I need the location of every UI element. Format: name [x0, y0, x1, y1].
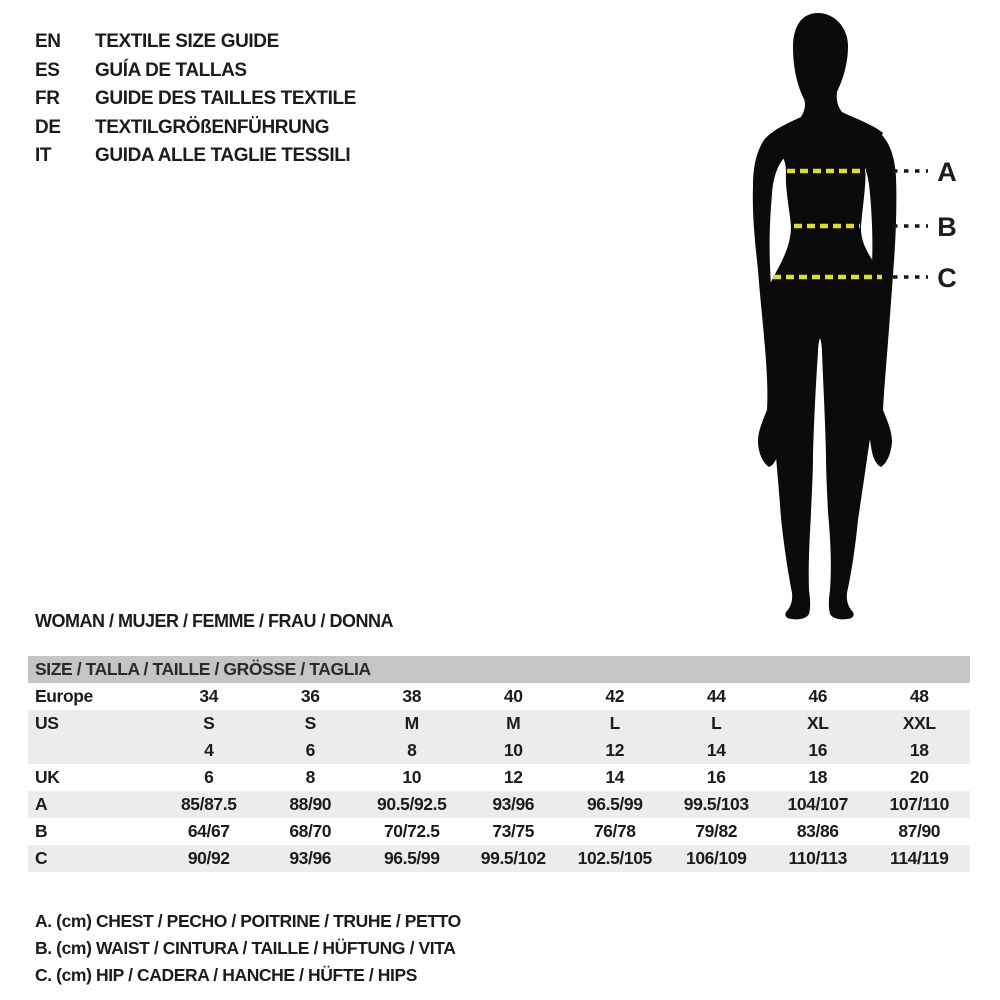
size-cell: 36	[300, 686, 320, 706]
legend-chest: A. (cm) CHEST / PECHO / POITRINE / TRUHE / PETTO	[35, 911, 461, 931]
language-title: TEXTILE SIZE GUIDE	[95, 31, 279, 53]
size-cell: 64/67	[187, 821, 230, 841]
size-cell: 46	[808, 686, 828, 706]
size-cell: 90.5/92.5	[377, 794, 447, 814]
woman-silhouette-figure	[730, 0, 1000, 640]
row-label: A	[35, 794, 48, 814]
size-cell: 18	[808, 767, 828, 787]
size-table-row	[28, 683, 970, 710]
size-cell: 107/110	[889, 794, 949, 814]
size-cell: 12	[605, 740, 625, 760]
marker-label-b: B	[937, 212, 957, 242]
size-cell: 99.5/102	[480, 848, 546, 868]
size-cell: XXL	[902, 713, 936, 733]
size-cell: 87/90	[898, 821, 941, 841]
language-title: TEXTILGRÖßENFÜHRUNG	[95, 116, 330, 138]
language-title: GUIDA ALLE TAGLIE TESSILI	[95, 145, 351, 167]
size-cell: 76/78	[593, 821, 636, 841]
size-table-header-row	[28, 656, 970, 683]
size-cell: 99.5/103	[683, 794, 749, 814]
row-label	[28, 737, 158, 764]
legend-hip: C. (cm) HIP / CADERA / HANCHE / HÜFTE / HIPS	[35, 965, 418, 985]
size-cell: 88/90	[289, 794, 332, 814]
size-cell: 14	[706, 740, 726, 760]
size-cell: S	[203, 713, 215, 733]
size-cell: 102.5/105	[577, 848, 652, 868]
size-cell: L	[609, 713, 620, 733]
legend-waist: B. (cm) WAIST / CINTURA / TAILLE / HÜFTUNG / VITA	[35, 938, 456, 958]
language-row	[35, 85, 356, 114]
size-cell: 42	[605, 686, 625, 706]
row-label: Europe	[35, 686, 93, 706]
size-table-row	[28, 845, 970, 872]
size-cell: 106/109	[686, 848, 747, 868]
size-table-row	[28, 764, 970, 791]
row-label: B	[35, 821, 48, 841]
language-title: GUÍA DE TALLAS	[95, 59, 247, 81]
silhouette-body	[768, 13, 888, 619]
size-cell: 114/119	[889, 848, 949, 868]
size-cell: 20	[909, 767, 929, 787]
marker-label-a: A	[937, 157, 957, 187]
size-cell: 70/72.5	[383, 821, 440, 841]
marker-label-c: C	[937, 263, 957, 293]
language-code: FR	[35, 88, 60, 110]
size-table	[28, 656, 970, 872]
size-cell: 6	[204, 767, 214, 787]
row-label: UK	[35, 767, 60, 787]
size-cell: 44	[706, 686, 726, 706]
size-cell: 14	[605, 767, 625, 787]
size-cell: M	[404, 713, 419, 733]
measurement-legend	[35, 908, 461, 989]
silhouette-svg	[730, 0, 1000, 640]
size-cell: 12	[503, 767, 523, 787]
language-code: ES	[35, 59, 60, 81]
size-table-row	[28, 737, 970, 764]
language-row	[35, 28, 356, 57]
size-cell: L	[711, 713, 722, 733]
size-table-header: SIZE / TALLA / TAILLE / GRÖSSE / TAGLIA	[28, 656, 970, 683]
size-cell: 48	[909, 686, 929, 706]
size-cell: 96.5/99	[383, 848, 440, 868]
size-cell: 104/107	[787, 794, 848, 814]
size-cell: 93/96	[289, 848, 332, 868]
size-cell: XL	[806, 713, 829, 733]
language-title: GUIDE DES TAILLES TEXTILE	[95, 88, 356, 110]
language-code: DE	[35, 116, 61, 138]
size-cell: 93/96	[492, 794, 535, 814]
size-cell: 40	[503, 686, 523, 706]
size-cell: M	[506, 713, 521, 733]
size-cell: 8	[407, 740, 417, 760]
size-cell: 4	[204, 740, 214, 760]
size-cell: 90/92	[187, 848, 230, 868]
size-table-body	[28, 683, 970, 872]
size-cell: 18	[909, 740, 929, 760]
language-title-list	[35, 28, 356, 171]
language-code: IT	[35, 145, 52, 167]
size-cell: 10	[402, 767, 422, 787]
size-cell: 6	[305, 740, 315, 760]
size-cell: 38	[402, 686, 422, 706]
language-code: EN	[35, 31, 61, 53]
size-cell: 34	[199, 686, 219, 706]
size-cell: 10	[503, 740, 523, 760]
language-row	[35, 142, 356, 171]
language-row	[35, 114, 356, 143]
size-cell: 73/75	[492, 821, 535, 841]
size-cell: 83/86	[796, 821, 839, 841]
gender-heading: WOMAN / MUJER / FEMME / FRAU / DONNA	[35, 611, 393, 631]
size-cell: 79/82	[695, 821, 738, 841]
row-label: US	[35, 713, 59, 733]
size-table-row	[28, 710, 970, 737]
size-cell: 16	[706, 767, 726, 787]
size-table-row	[28, 791, 970, 818]
size-cell: 96.5/99	[586, 794, 643, 814]
size-cell: S	[304, 713, 316, 733]
size-cell: 16	[808, 740, 828, 760]
size-cell: 85/87.5	[180, 794, 237, 814]
size-cell: 68/70	[289, 821, 332, 841]
size-cell: 8	[305, 767, 315, 787]
size-cell: 110/113	[788, 848, 848, 868]
language-row	[35, 57, 356, 86]
size-table-row	[28, 818, 970, 845]
row-label: C	[35, 848, 48, 868]
